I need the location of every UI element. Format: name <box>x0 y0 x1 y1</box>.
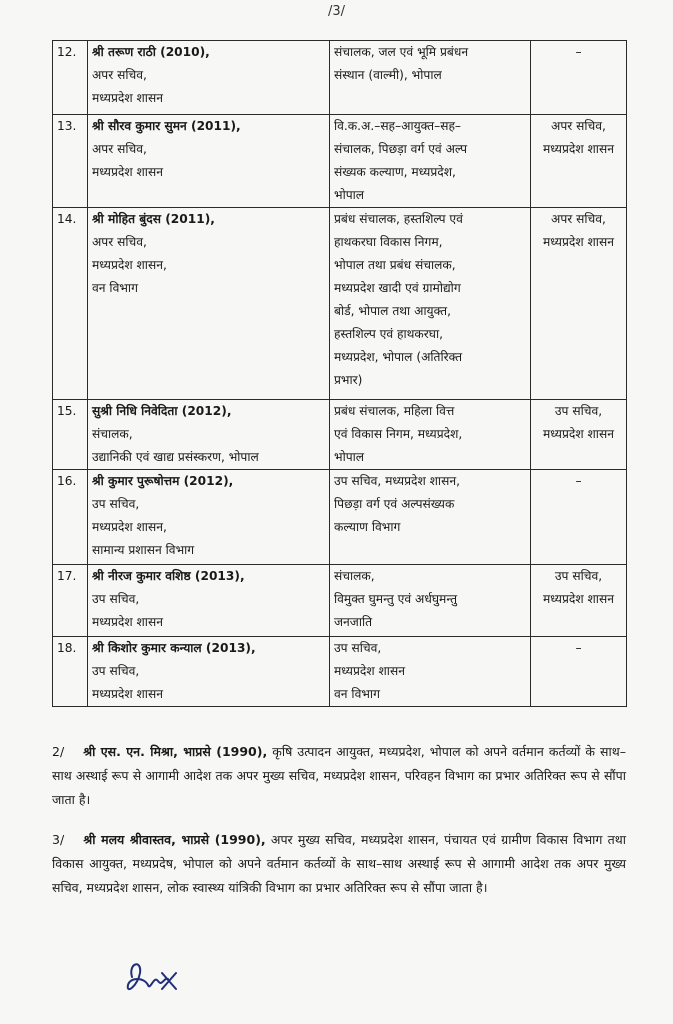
new-posting-cell <box>330 470 531 565</box>
cell-line: उप सचिव, <box>92 497 140 511</box>
cell-line: – <box>575 641 582 655</box>
cell-line: कल्याण विभाग <box>334 520 401 534</box>
cell-line: अपर सचिव, <box>92 235 147 249</box>
officer-name: श्री एस. एन. मिश्रा, भाप्रसे (1990), <box>83 744 268 759</box>
paragraph-number: 3/ <box>52 832 65 847</box>
cell-line: वि.क.अ.–सह–आयुक्त–सह– <box>334 119 462 133</box>
cell-line: भोपाल तथा प्रबंध संचालक, <box>334 258 456 272</box>
officer-cell <box>88 637 330 707</box>
transfer-table <box>52 40 627 707</box>
paragraph-text: कृषि उत्पादन आयुक्त, मध्यप्रदेश, भोपाल को अपने वर्तमान कर्तव्यों के साथ–साथ अस्थाई रूप से आगामी आदेश तक अपर मुख्य सचिव, मध्यप्रदेश शासन, परिवहन विभाग का प्रभार अतिरिक्त रूप से सौंपा जाता है। <box>52 744 626 807</box>
cell-line: जनजाति <box>334 615 373 629</box>
cell-line: उप सचिव, मध्यप्रदेश शासन, <box>334 474 460 488</box>
officer-cell <box>88 41 330 115</box>
officer-name: श्री नीरज कुमार वशिष्ठ (2013), <box>92 569 245 583</box>
serial-number: 16. <box>53 470 88 565</box>
cell-line: उप सचिव, <box>334 641 382 655</box>
table-row <box>53 637 627 707</box>
cell-line: संचालक, <box>92 427 133 441</box>
cell-line: मध्यप्रदेश शासन <box>543 142 614 156</box>
cell-line: उद्यानिकी एवं खाद्य प्रसंस्करण, भोपाल <box>92 450 259 464</box>
table-row <box>53 470 627 565</box>
new-posting-cell <box>330 41 531 115</box>
cell-line: बोर्ड, भोपाल तथा आयुक्त, <box>334 304 451 318</box>
cell-line: संख्यक कल्याण, मध्यप्रदेश, <box>334 165 456 179</box>
cell-line: मध्यप्रदेश, भोपाल (अतिरिक्त <box>334 350 463 364</box>
cell-line: मध्यप्रदेश शासन <box>334 664 405 678</box>
cell-line: मध्यप्रदेश शासन <box>543 235 614 249</box>
cell-line: हस्तशिल्प एवं हाथकरघा, <box>334 327 444 341</box>
cell-line: संचालक, <box>334 569 375 583</box>
cell-line: संचालक, पिछड़ा वर्ग एवं अल्प <box>334 142 468 156</box>
paragraph-2 <box>52 740 626 812</box>
cell-line: उप सचिव, <box>92 592 140 606</box>
new-posting-cell <box>330 400 531 470</box>
cell-line: भोपाल <box>334 450 365 464</box>
page-number: /3/ <box>327 4 346 19</box>
officer-name: श्री मोहित बुंदस (2011), <box>92 212 215 226</box>
table-row <box>53 565 627 637</box>
cell-line: मध्यप्रदेश शासन <box>92 615 163 629</box>
officer-cell <box>88 115 330 208</box>
cell-line: अपर सचिव, <box>551 212 606 226</box>
cell-line: – <box>575 45 582 59</box>
paragraph-text: अपर मुख्य सचिव, मध्यप्रदेश शासन, पंचायत एवं ग्रामीण विकास विभाग तथा विकास आयुक्त, मध्यप्रदेष, भोपाल को अपने वर्तमान कर्तव्यों के साथ–साथ अस्थाई रूप से आगामी आदेश तक अपर मुख्य सचिव, मध्यप्रदेश शासन, लोक स्वास्थ्य यांत्रिकी विभाग का प्रभार अतिरिक्त रूप से सौंपा जाता है। <box>52 832 626 895</box>
remarks-cell <box>531 41 627 115</box>
cell-line: वन विभाग <box>92 281 138 295</box>
cell-line: विमुक्त घुमन्तु एवं अर्धघुमन्तु <box>334 592 458 606</box>
cell-line: अपर सचिव, <box>551 119 606 133</box>
cell-line: मध्यप्रदेश शासन <box>92 687 163 701</box>
serial-number: 18. <box>53 637 88 707</box>
cell-line: प्रबंध संचालक, हस्तशिल्प एवं <box>334 212 463 226</box>
cell-line: मध्यप्रदेश शासन, <box>92 520 167 534</box>
serial-number: 17. <box>53 565 88 637</box>
cell-line: उप सचिव, <box>554 404 603 418</box>
cell-line: – <box>575 474 582 488</box>
serial-number: 12. <box>53 41 88 115</box>
cell-line: संचालक, जल एवं भूमि प्रबंधन <box>334 45 469 59</box>
officer-name: श्री किशोर कुमार कन्याल (2013), <box>92 641 256 655</box>
transfer-table-body <box>53 41 627 707</box>
cell-line: प्रभार) <box>334 373 363 387</box>
table-row <box>53 41 627 115</box>
officer-cell <box>88 470 330 565</box>
officer-name: श्री मलय श्रीवास्तव, भाप्रसे (1990), <box>83 832 266 847</box>
cell-line: उप सचिव, <box>92 664 140 678</box>
remarks-cell <box>531 208 627 400</box>
new-posting-cell <box>330 637 531 707</box>
remarks-cell <box>531 637 627 707</box>
officer-name: सुश्री निधि निवेदिता (2012), <box>92 404 232 418</box>
table-row <box>53 400 627 470</box>
officer-cell <box>88 565 330 637</box>
cell-line: मध्यप्रदेश शासन, <box>92 258 167 272</box>
cell-line: अपर सचिव, <box>92 68 147 82</box>
officer-name: श्री तरूण राठी (2010), <box>92 45 210 59</box>
cell-line: मध्यप्रदेश शासन <box>92 165 163 179</box>
remarks-cell <box>531 400 627 470</box>
cell-line: अपर सचिव, <box>92 142 147 156</box>
signature <box>118 955 193 1003</box>
officer-cell <box>88 208 330 400</box>
cell-line: मध्यप्रदेश शासन <box>543 592 614 606</box>
serial-number: 15. <box>53 400 88 470</box>
cell-line: पिछड़ा वर्ग एवं अल्पसंख्यक <box>334 497 455 511</box>
table-row <box>53 208 627 400</box>
paragraph-number: 2/ <box>52 744 65 759</box>
officer-name: श्री कुमार पुरूषोत्तम (2012), <box>92 474 234 488</box>
officer-cell <box>88 400 330 470</box>
cell-line: संस्थान (वाल्मी), भोपाल <box>334 68 442 82</box>
remarks-cell <box>531 470 627 565</box>
officer-name: श्री सौरव कुमार सुमन (2011), <box>92 119 241 133</box>
new-posting-cell <box>330 208 531 400</box>
new-posting-cell <box>330 115 531 208</box>
remarks-cell <box>531 115 627 208</box>
cell-line: वन विभाग <box>334 687 380 701</box>
new-posting-cell <box>330 565 531 637</box>
cell-line: प्रबंध संचालक, महिला वित्त <box>334 404 455 418</box>
cell-line: मध्यप्रदेश शासन <box>543 427 614 441</box>
cell-line: भोपाल <box>334 188 365 202</box>
cell-line: सामान्य प्रशासन विभाग <box>92 543 195 557</box>
cell-line: मध्यप्रदेश शासन <box>92 91 163 105</box>
paragraph-3 <box>52 828 626 900</box>
cell-line: मध्यप्रदेश खादी एवं ग्रामोद्योग <box>334 281 461 295</box>
serial-number: 13. <box>53 115 88 208</box>
cell-line: उप सचिव, <box>554 569 603 583</box>
remarks-cell <box>531 565 627 637</box>
cell-line: हाथकरघा विकास निगम, <box>334 235 443 249</box>
table-row <box>53 115 627 208</box>
cell-line: एवं विकास निगम, मध्यप्रदेश, <box>334 427 463 441</box>
serial-number: 14. <box>53 208 88 400</box>
